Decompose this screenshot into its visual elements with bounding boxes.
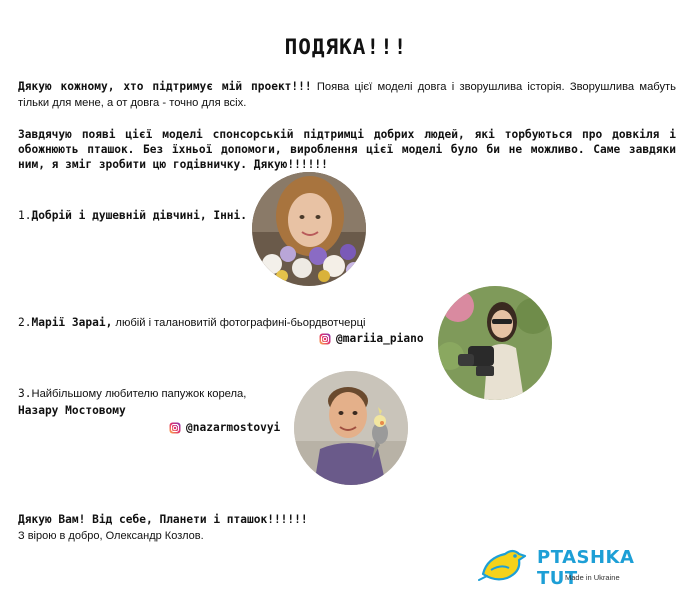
sponsors-paragraph: Завдячую появі цієї моделі спонсорській підтримці добрих людей, які торбуються про довкіля і обожнюють пташок. Без їхньої допомоги, вироблення цієї моделі було би не можливо. Саме завдяки ним, я зміг зробити цю годівничку. Дякую!!!!!! bbox=[18, 128, 676, 171]
thanks-item-1 bbox=[18, 208, 247, 223]
brand-tagline: Made in Ukraine bbox=[565, 573, 620, 582]
photo-inna bbox=[252, 172, 366, 286]
handle-mariia[interactable] bbox=[319, 332, 424, 345]
brand-name: PTASHKA TUT bbox=[537, 547, 635, 589]
thanks-item-2-name: Марії Зараі, bbox=[31, 316, 113, 329]
thanks-item-2 bbox=[18, 315, 366, 331]
thanks-item-3-number: 3. bbox=[18, 387, 32, 400]
thanks-item-1-number: 1. bbox=[18, 209, 32, 222]
handle-nazar[interactable] bbox=[169, 421, 280, 434]
photo-mariia bbox=[438, 286, 552, 400]
thanks-item-1-name: Добрій і душевній дівчині, Інні. bbox=[31, 209, 248, 222]
thanks-item-3-name: Назару Мостовому bbox=[18, 404, 126, 417]
intro-bold: Дякую кожному, хто підтримує мій проект!!! bbox=[18, 80, 312, 93]
instagram-icon bbox=[169, 422, 181, 434]
thanks-item-3-description: Найбільшому любителю папужок корела, bbox=[31, 388, 247, 400]
brand-logo bbox=[477, 542, 677, 588]
thanks-item-3 bbox=[18, 386, 246, 402]
portrait-woman-with-camera-icon bbox=[438, 286, 552, 400]
intro-rest: Поява цієї моделі довга і зворушлива історія. Зворушлива мабуть тільки для мене, а от довга - точно для всіх. bbox=[18, 81, 677, 109]
thanks-item-2-description: любій і талановитій фотографині-бьордвотчерці bbox=[112, 317, 366, 329]
instagram-icon bbox=[319, 333, 331, 345]
page-title: ПОДЯКА!!! bbox=[284, 35, 408, 59]
bird-logo-icon bbox=[477, 544, 527, 586]
portrait-man-with-cockatiel-icon bbox=[294, 371, 408, 485]
intro-paragraph bbox=[18, 79, 676, 111]
photo-nazar bbox=[294, 371, 408, 485]
closing-line-1: Дякую Вам! Від себе, Планети і пташок!!!!!! bbox=[18, 513, 308, 526]
closing-line-2: З вірою в добро, Олександр Козлов. bbox=[18, 530, 204, 542]
portrait-girl-with-flowers-icon bbox=[252, 172, 366, 286]
thanks-item-2-number: 2. bbox=[18, 316, 32, 329]
handle-mariia-text: @mariia_piano bbox=[336, 332, 424, 345]
handle-nazar-text: @nazarmostovyi bbox=[186, 421, 281, 434]
